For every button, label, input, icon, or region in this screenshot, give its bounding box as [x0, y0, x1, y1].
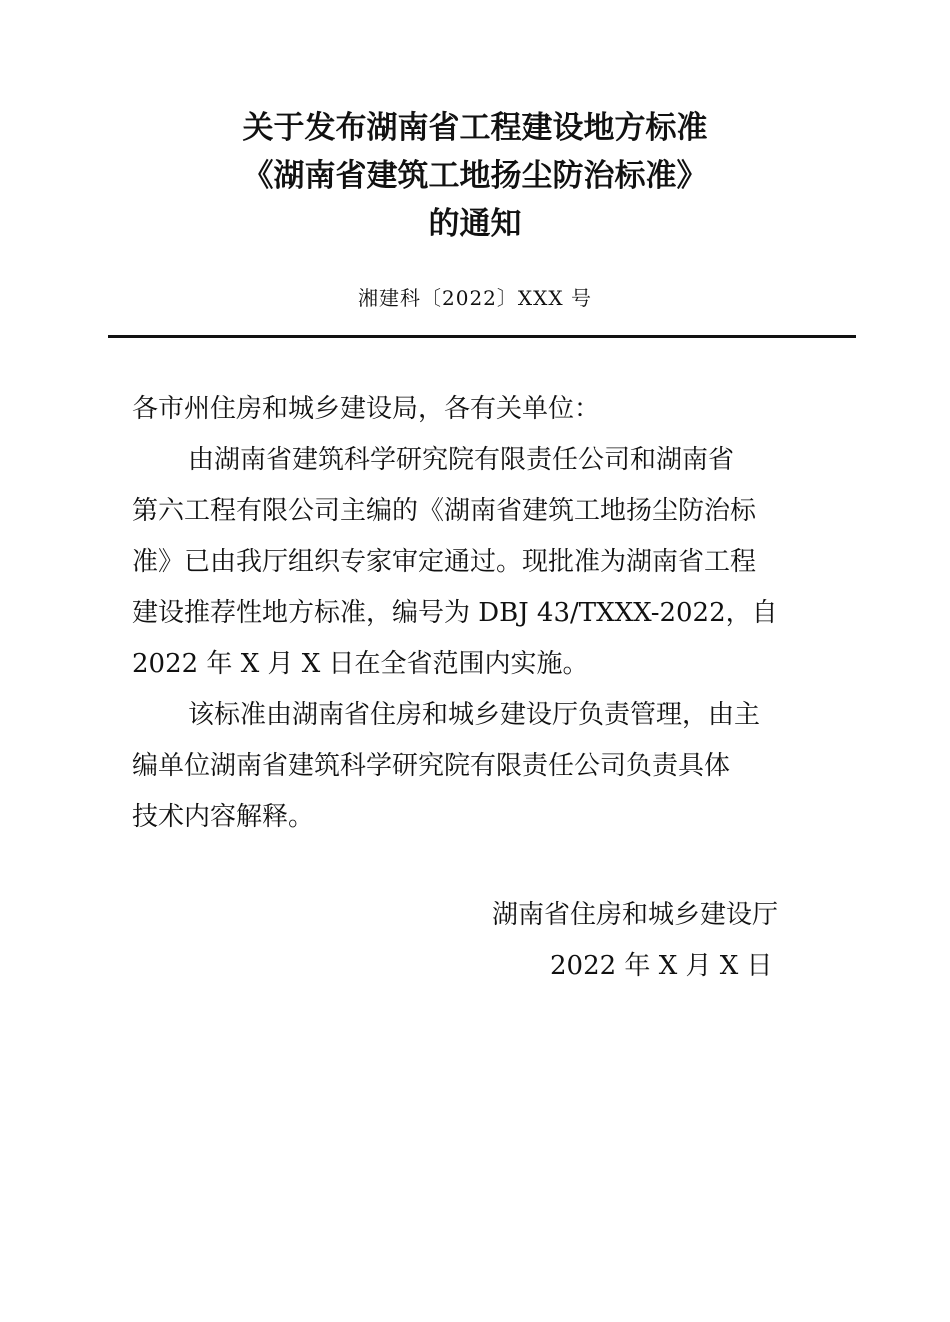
paragraph-management — [132, 690, 824, 843]
paragraph-line: 建设推荐性地方标准，编号为 DBJ 43/TXXX-2022，自 — [132, 598, 778, 628]
document-title — [0, 104, 950, 248]
paragraph-line: 由湖南省建筑科学研究院有限责任公司和湖南省 — [188, 445, 735, 475]
header-divider — [108, 335, 856, 338]
paragraph-line: 2022 年 X 月 X 日在全省范围内实施。 — [132, 649, 589, 679]
paragraph-line: 编单位湖南省建筑科学研究院有限责任公司负责具体 — [132, 751, 731, 781]
paragraph-line: 该标准由湖南省住房和城乡建设厅负责管理，由主 — [188, 700, 761, 730]
document-body — [132, 384, 824, 843]
title-line-3: 的通知 — [428, 206, 522, 242]
paragraph-approval — [132, 435, 824, 690]
paragraph-line: 第六工程有限公司主编的《湖南省建筑工地扬尘防治标 — [132, 496, 757, 526]
issue-date: 2022 年 X 月 X 日 — [550, 951, 773, 981]
document-number: 湘建科〔2022〕XXX 号 — [358, 286, 592, 310]
issuing-organization: 湖南省住房和城乡建设厅 — [492, 900, 779, 930]
salutation: 各市州住房和城乡建设局，各有关单位： — [132, 394, 601, 424]
paragraph-line: 准》已由我厅组织专家审定通过。现批准为湖南省工程 — [132, 547, 757, 577]
title-line-1: 关于发布湖南省工程建设地方标准 — [242, 110, 708, 146]
paragraph-line: 技术内容解释。 — [132, 802, 315, 832]
title-line-2: 《湖南省建筑工地扬尘防治标准》 — [242, 158, 708, 194]
